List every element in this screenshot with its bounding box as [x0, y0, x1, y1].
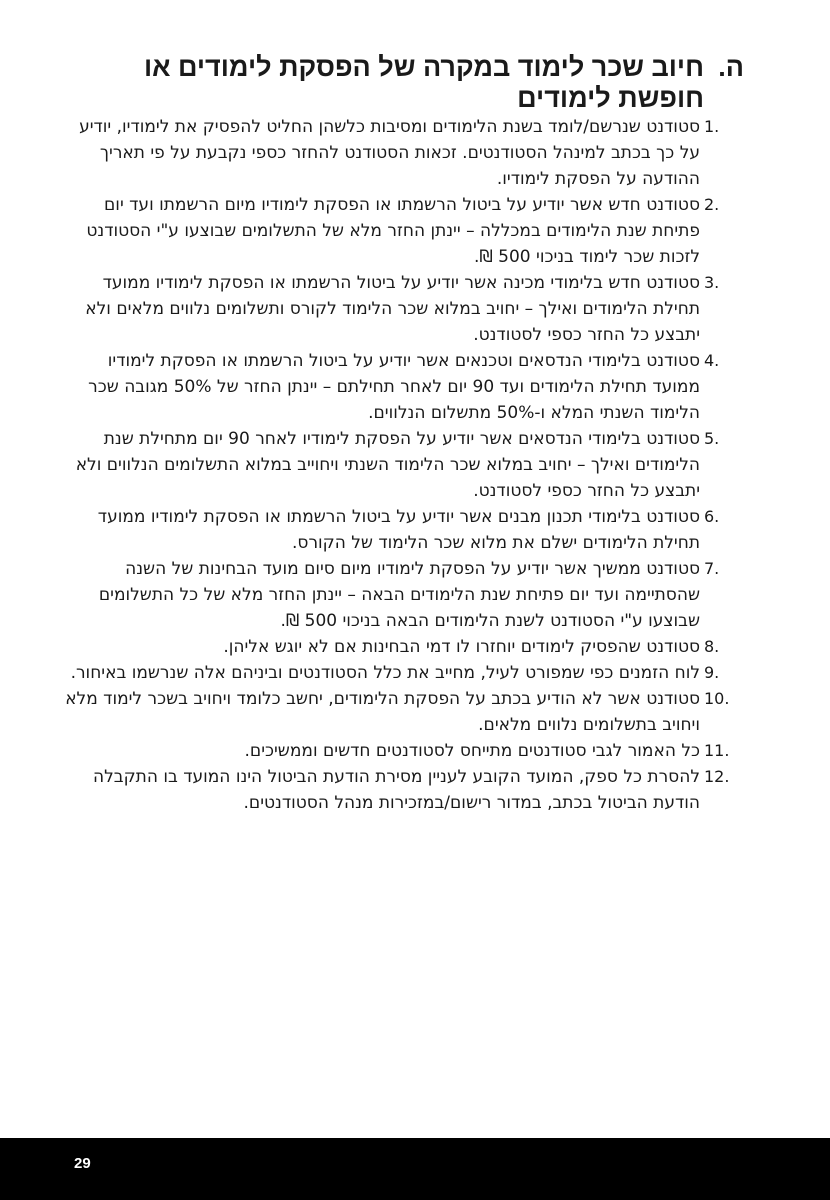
- section-letter: ה.: [718, 52, 744, 82]
- item-number: 5.: [704, 429, 720, 448]
- item-number: 11.: [704, 741, 730, 760]
- item-text: סטודנט אשר לא הודיע בכתב על הפסקת הלימודים, יחשב כלומד ויחויב בשכר לימוד מלא ויחויב בתשלומים נלווים מלאים.: [65, 689, 700, 735]
- list-item: [60, 556, 720, 634]
- section-heading: [124, 52, 744, 114]
- item-number: 8.: [704, 637, 720, 656]
- page-footer: [0, 1138, 830, 1200]
- item-number: 10.: [704, 689, 730, 708]
- item-text: כל האמור לגבי סטודנטים מתייחס לסטודנטים חדשים וממשיכים.: [244, 741, 700, 761]
- item-number: 1.: [704, 117, 720, 136]
- item-number: 2.: [704, 195, 720, 214]
- section-title: חיוב שכר לימוד במקרה של הפסקת לימודים או חופשת לימודים: [143, 52, 704, 113]
- rules-list: [60, 114, 730, 816]
- item-text: סטודנט בלימודי הנדסאים אשר יודיע על הפסקת לימודיו לאחר 90 יום מתחילת שנת הלימודים ואילך – יחויב במלוא שכר הלימוד השנתי ויחוייב במלוא התשלומים הנלווים ולא יתבצע כל החזר כספי לסטודנט.: [75, 429, 700, 501]
- item-text: סטודנט שנרשם/לומד בשנת הלימודים ומסיבות כלשהן החליט להפסיק את לימודיו, יודיע על כך בכתב למינהל הסטודנטים. זכאות הסטודנט להחזר כספי נקבעת על פי תאריך ההודעה על הפסקת לימודיו.: [79, 117, 700, 189]
- item-number: 6.: [704, 507, 720, 526]
- item-number: 4.: [704, 351, 720, 370]
- item-text: סטודנט ממשיך אשר יודיע על הפסקת לימודיו מיום סיום מועד הבחינות של השנה שהסתיימה ועד יום פתיחת שנת הלימודים הבאה – יינתן החזר מלא של כל התשלומים שבוצעו ע"י הסטודנט לשנת הלימודים הבאה בניכוי 500 ₪.: [98, 559, 700, 631]
- item-number: 7.: [704, 559, 720, 578]
- list-item: [60, 686, 730, 738]
- item-text: להסרת כל ספק, המועד הקובע לעניין מסירת הודעת הביטול הינו המועד בו התקבלה הודעת הביטול בכתב, במדור רישום/במזכירות מנהל הסטודנטים.: [93, 767, 700, 813]
- list-item: [60, 426, 720, 504]
- list-item: [60, 660, 720, 686]
- list-item: [60, 764, 730, 816]
- list-item: [60, 114, 720, 192]
- list-item: [60, 504, 720, 556]
- page-number: 29: [74, 1155, 91, 1172]
- list-item: [60, 738, 730, 764]
- item-number: 3.: [704, 273, 720, 292]
- item-text: סטודנט בלימודי תכנון מבנים אשר יודיע על ביטול הרשמתו או הפסקת לימודיו ממועד תחילת הלימודים ישלם את מלוא שכר הלימוד של הקורס.: [97, 507, 700, 553]
- list-item: [60, 270, 720, 348]
- list-item: [60, 348, 720, 426]
- item-number: 9.: [704, 663, 720, 682]
- list-item: [60, 634, 720, 660]
- item-number: 12.: [704, 767, 730, 786]
- item-text: סטודנט חדש בלימודי מכינה אשר יודיע על ביטול הרשמתו או הפסקת לימודיו ממועד תחילת הלימודים ואילך – יחויב במלוא שכר הלימוד לקורס ותשלומים נלווים מלאים ולא יתבצע כל החזר כספי לסטודנט.: [85, 273, 700, 345]
- list-item: [60, 192, 720, 270]
- item-text: לוח הזמנים כפי שמפורט לעיל, מחייב את כלל הסטודנטים וביניהם אלה שנרשמו באיחור.: [70, 663, 700, 683]
- item-text: סטודנט שהפסיק לימודים יוחזרו לו דמי הבחינות אם לא יוגש אליהן.: [223, 637, 700, 657]
- item-text: סטודנט חדש אשר יודיע על ביטול הרשמתו או הפסקת לימודיו מיום הרשמתו ועד יום פתיחת שנת הלימודים במכללה – יינתן החזר מלא של התשלומים שבוצעו ע"י הסטודנט לזכות שכר לימוד בניכוי 500 ₪.: [86, 195, 700, 267]
- item-text: סטודנט בלימודי הנדסאים וטכנאים אשר יודיע על ביטול הרשמתו או הפסקת לימודיו ממועד תחילת הלימודים ועד 90 יום לאחר תחילתם – יינתן החזר של 50% מגובה שכר הלימוד השנתי המלא ו-50% מתשלום הנלווים.: [88, 351, 700, 423]
